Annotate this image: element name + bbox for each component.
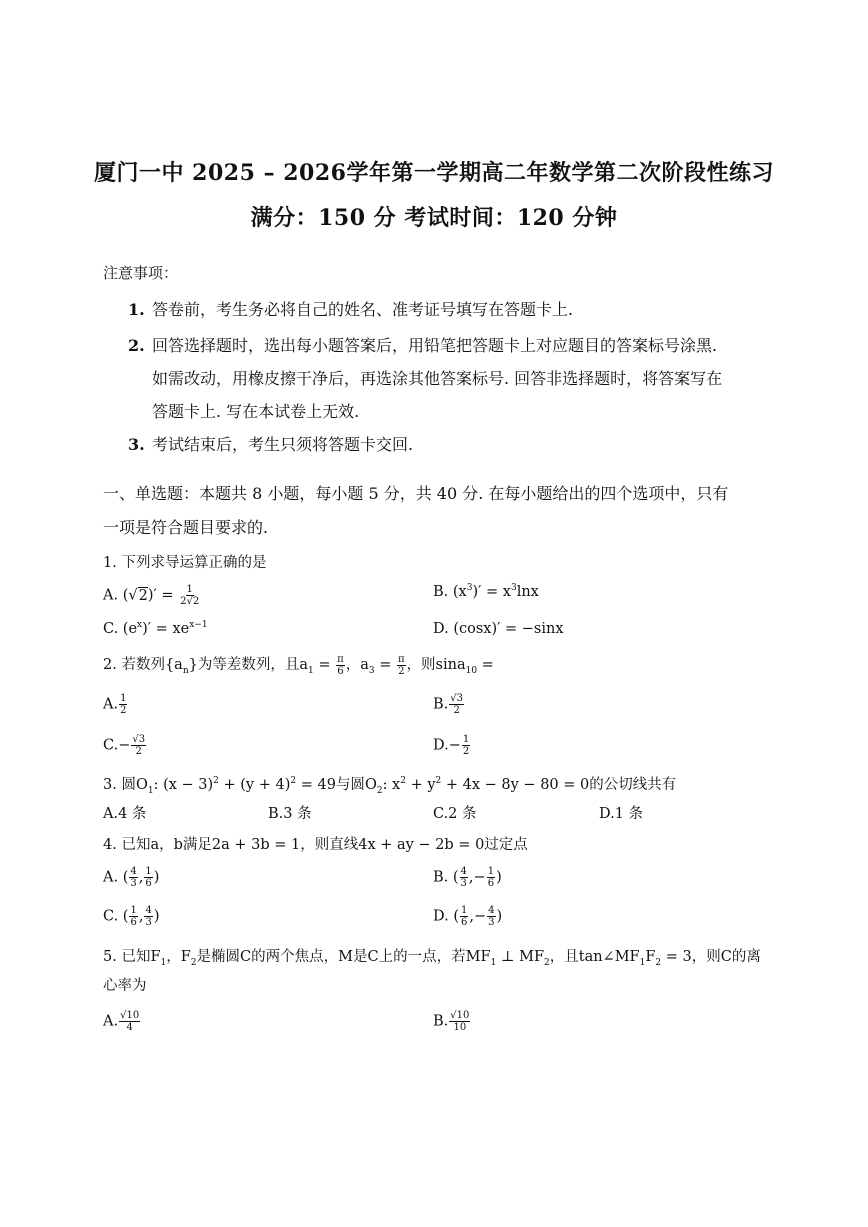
question-2-option-b: B. $\frac{√3}{2}$	[433, 693, 463, 716]
question-1-option-d: D. (cosx)′ = −sinx	[433, 621, 564, 637]
question-1-stem: 1. 下列求导运算正确的是	[103, 555, 267, 571]
section-heading-line2: 一项是符合题目要求的.	[103, 518, 269, 537]
question-4-option-c: C. ( $\frac{1}{6}$ , $\frac{4}{3}$ )	[103, 905, 160, 928]
question-1-option-a: A. (√2)′ = $\frac{1}{2√2}$	[103, 584, 200, 607]
notice-item-2: 2. 回答选择题时，选出每小题答案后，用铅笔把答题卡上对应题目的答案标号涂黑.	[128, 336, 718, 355]
question-3-option-c: C.2 条	[433, 806, 477, 822]
question-4-option-b: B. ( $\frac{4}{3}$ ,− $\frac{1}{6}$ )	[433, 866, 502, 889]
question-3-stem: 3. 圆$O_1$: $(x - 3)^2 + (y + 4)^2 = 49$与圆$O_2$: $x^2 + y^2 + 4x - 8y - 80 = 0$的公切线共有	[103, 776, 677, 796]
section-heading-line1: 一、单选题：本题共 8 小题，每小题 5 分，共 40 分. 在每小题给出的四个选项中，只有	[103, 484, 729, 503]
notice-item-3: 3. 考试结束后，考生只须将答题卡交回.	[128, 435, 414, 454]
question-3-option-b: B.3 条	[268, 806, 312, 822]
question-2-option-a: A. $\frac{1}{2}$	[103, 693, 127, 716]
question-2-option-c: C.− $\frac{√3}{2}$	[103, 734, 146, 757]
question-5-option-b: B. $\frac{√10}{10}$	[433, 1010, 470, 1033]
page-title: 厦门一中 2025 – 2026学年第一学期高二年数学第二次阶段性练习	[94, 160, 774, 186]
page-subtitle: 满分：150 分 考试时间：120 分钟	[250, 205, 618, 231]
notice-item-2-line2: 如需改动，用橡皮擦干净后，再选涂其他答案标号. 回答非选择题时，将答案写在	[152, 369, 723, 388]
question-1-option-b: B. $(x^3)' = x^3\ln x$	[433, 583, 539, 600]
notice-heading: 注意事项：	[103, 264, 179, 282]
question-1-option-c: C. $(e^x)' = xe^{x-1}$	[103, 620, 208, 637]
notice-item-2-line3: 答题卡上. 写在本试卷上无效.	[152, 402, 360, 421]
question-2-stem: 2. 若数列$\{a_n\}$为等差数列，且$a_1$ = $\frac{\pi}{6}$ ，$a_3$ = $\frac{\pi}{2}$ ，则sina$_{10}$ =	[103, 653, 494, 677]
question-3-option-a: A.4 条	[103, 806, 147, 822]
question-5-stem: 5. 已知$F_1$，$F_2$是椭圆C的两个焦点，M是C上的一点，若$MF_1$ ⊥ $MF_2$，且$\tan\angle MF_1F_2 = 3$，则C的离	[103, 949, 761, 968]
question-3-option-d: D.1 条	[599, 806, 644, 822]
notice-item-1: 1. 答卷前，考生务必将自己的姓名、准考证号填写在答题卡上.	[128, 300, 574, 319]
question-5-option-a: A. $\frac{√10}{4}$	[103, 1010, 140, 1033]
question-4-option-a: A. ( $\frac{4}{3}$ , $\frac{1}{6}$ )	[103, 866, 160, 889]
question-2-option-d: D.− $\frac{1}{2}$	[433, 734, 470, 757]
question-5-stem-line2: 心率为	[103, 978, 147, 994]
question-4-option-d: D. ( $\frac{1}{6}$ ,− $\frac{4}{3}$ )	[433, 905, 503, 928]
question-4-stem: 4. 已知a，b满足2a + 3b = 1，则直线4x + ay − 2b = 0过定点	[103, 837, 528, 853]
